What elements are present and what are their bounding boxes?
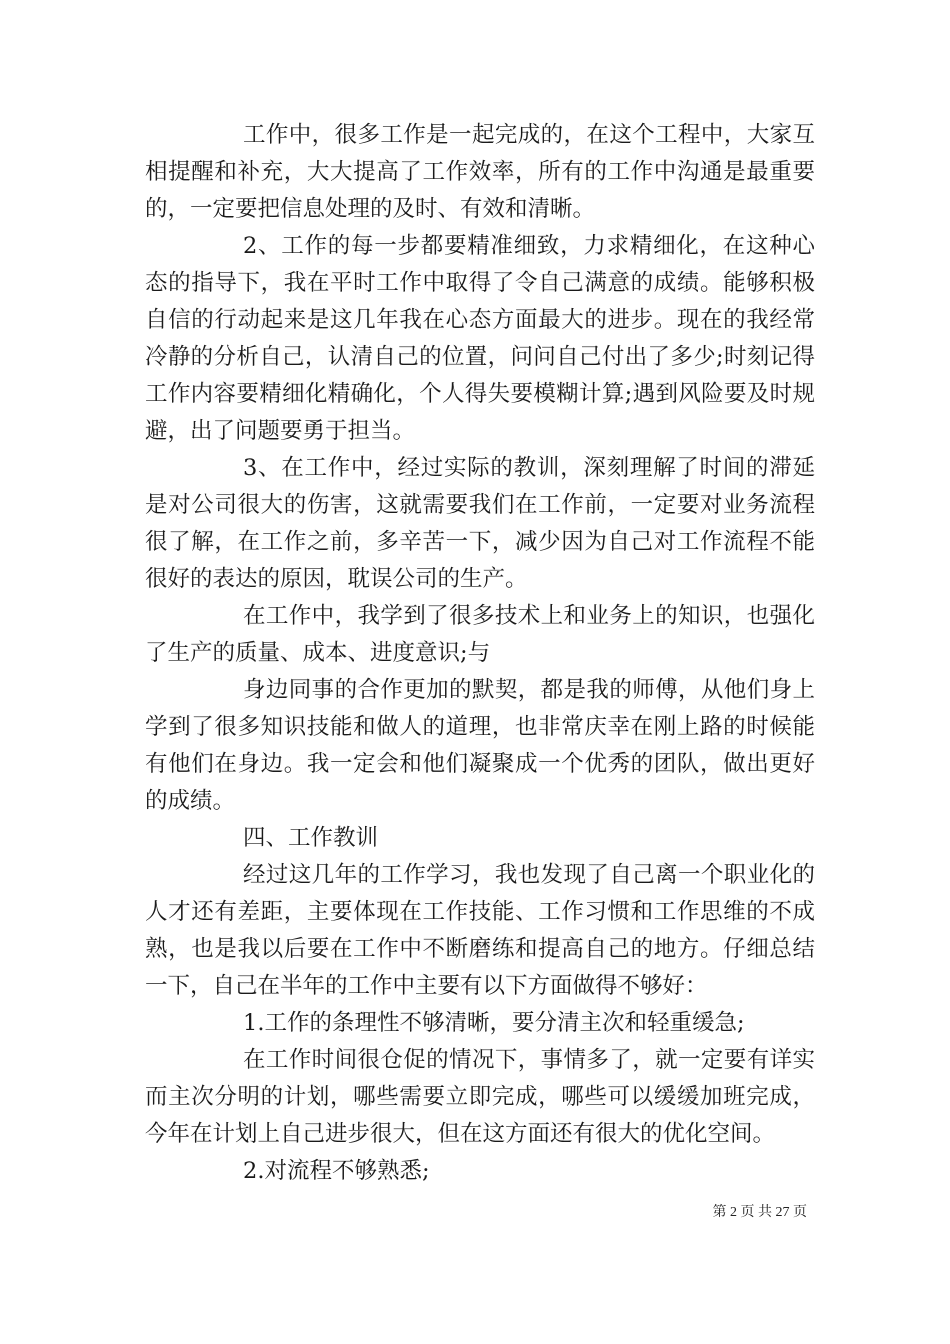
paragraph-point-2: 2、工作的每一步都要精准细致，力求精细化，在这种心态的指导下，我在平时工作中取得了令自己满意的成绩。能够积极自信的行动起来是这几年我在心态方面最大的进步。现在的我经常冷静的分析自己，认清自己的位置，问问自己付出了多少;时刻记得工作内容要精细化精确化，个人得失要模糊计算;遇到风险要及时规避，出了问题要勇于担当。 [145, 233, 815, 444]
paragraph-colleagues: 身边同事的合作更加的默契，都是我的师傅，从他们身上学到了很多知识技能和做人的道理，也非常庆幸在刚上路的时候能有他们在身边。我一定会和他们凝聚成一个优秀的团队，做出更好的成绩。 [145, 677, 815, 814]
paragraph-point-3: 3、在工作中，经过实际的教训，深刻理解了时间的滞延是对公司很大的伤害，这就需要我们在工作前，一定要对业务流程很了解，在工作之前，多辛苦一下，减少因为自己对工作流程不能很好的表达的原因，耽误公司的生产。 [145, 455, 815, 592]
paragraph-teamwork: 工作中，很多工作是一起完成的，在这个工程中，大家互相提醒和补充，大大提高了工作效率，所有的工作中沟通是最重要的，一定要把信息处理的及时、有效和清晰。 [145, 122, 815, 222]
document-body [145, 117, 815, 1190]
list-item-2: 2.对流程不够熟悉; [243, 1158, 430, 1184]
page-number-footer: 第 2 页 共 27 页 [712, 1205, 807, 1220]
section-heading-lessons: 四、工作教训 [243, 825, 379, 851]
list-item-1: 1.工作的条理性不够清晰，要分清主次和轻重缓急; [243, 1010, 745, 1036]
paragraph-knowledge: 在工作中，我学到了很多技术上和业务上的知识，也强化了生产的质量、成本、进度意识;与 [145, 603, 815, 666]
paragraph-lessons-intro: 经过这几年的工作学习，我也发现了自己离一个职业化的人才还有差距，主要体现在工作技能、工作习惯和工作思维的不成熟，也是我以后要在工作中不断磨练和提高自己的地方。仔细总结一下，自己在半年的工作中主要有以下方面做得不够好： [145, 862, 815, 999]
paragraph-planning: 在工作时间很仓促的情况下，事情多了，就一定要有详实而主次分明的计划，哪些需要立即完成，哪些可以缓缓加班完成，今年在计划上自己进步很大，但在这方面还有很大的优化空间。 [145, 1047, 815, 1147]
